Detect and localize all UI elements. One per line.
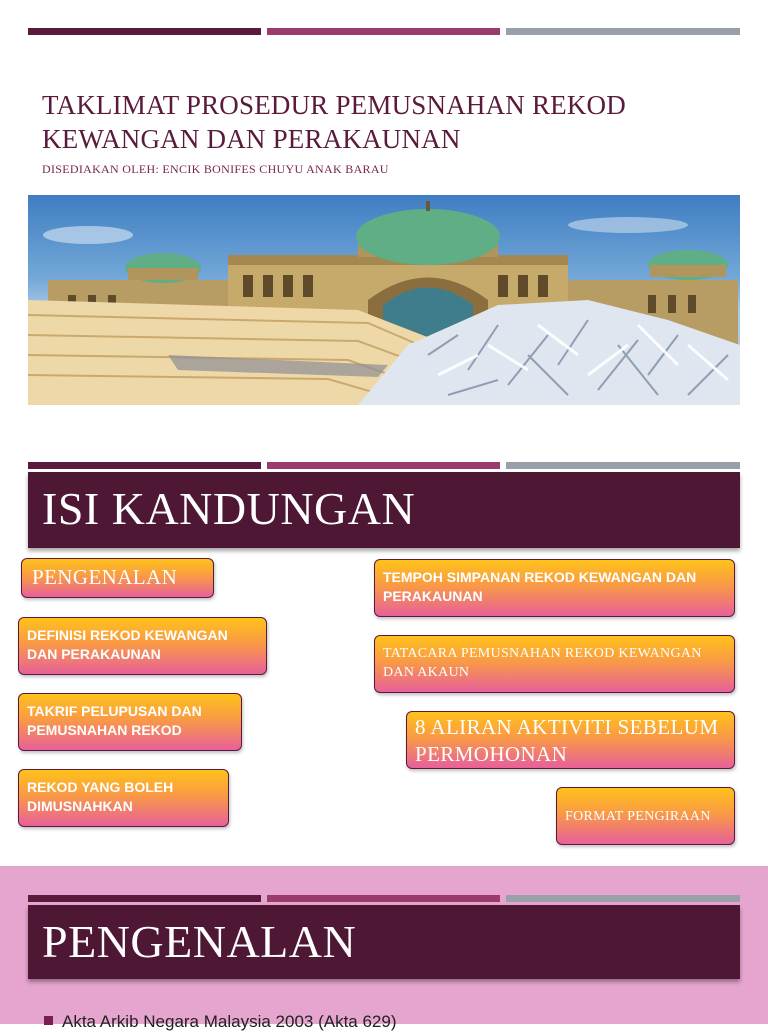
toc-item-rekod-boleh-dimusnahkan[interactable]: [18, 769, 229, 827]
decorative-bars: [28, 895, 740, 902]
toc-item-label: TAKRIF PELUPUSAN DAN PEMUSNAHAN REKOD: [27, 703, 202, 738]
toc-item-label: DEFINISI REKOD KEWANGAN DAN PERAKAUNAN: [27, 627, 228, 662]
contents-heading: ISI KANDUNGAN: [42, 483, 416, 534]
building-and-shredded-paper-image: [28, 195, 740, 405]
decorative-bars: [28, 28, 740, 35]
toc-item-label: TATACARA PEMUSNAHAN REKOD KEWANGAN DAN AKAUN: [383, 646, 702, 680]
toc-item-label: REKOD YANG BOLEH DIMUSNAHKAN: [27, 779, 174, 814]
bullet-item: [44, 1012, 397, 1032]
slide-title-line2: KEWANGAN DAN PERAKAUNAN: [42, 124, 461, 154]
toc-item-tatacara[interactable]: [374, 635, 735, 693]
toc-item-format-pengiraan[interactable]: [556, 787, 735, 845]
title-slide: [0, 0, 768, 430]
toc-item-label: 8 ALIRAN AKTIVITI SEBELUM PERMOHONAN: [415, 715, 719, 766]
introduction-header: [28, 905, 740, 979]
slide-title-line1: TAKLIMAT PROSEDUR PEMUSNAHAN REKOD: [42, 90, 626, 120]
contents-slide: [0, 430, 768, 866]
introduction-heading: PENGENALAN: [42, 916, 357, 967]
toc-item-label: TEMPOH SIMPANAN REKOD KEWANGAN DAN PERAKAUNAN: [383, 569, 697, 604]
bullet-text: Akta Arkib Negara Malaysia 2003 (Akta 629): [62, 1012, 397, 1031]
slide-subtitle: DISEDIAKAN OLEH: ENCIK BONIFES CHUYU ANAK BARAU: [42, 162, 389, 176]
toc-item-pengenalan[interactable]: [21, 558, 214, 598]
toc-item-8-aliran[interactable]: [406, 711, 735, 769]
contents-header: [28, 472, 740, 548]
toc-item-takrif[interactable]: [18, 693, 242, 751]
decorative-bars: [28, 462, 740, 469]
introduction-slide: [0, 866, 768, 1024]
toc-item-label: FORMAT PENGIRAAN: [565, 809, 711, 824]
toc-item-definisi[interactable]: [18, 617, 267, 675]
toc-item-tempoh-simpanan[interactable]: [374, 559, 735, 617]
slide-title: [42, 88, 722, 156]
toc-item-label: PENGENALAN: [32, 565, 178, 589]
